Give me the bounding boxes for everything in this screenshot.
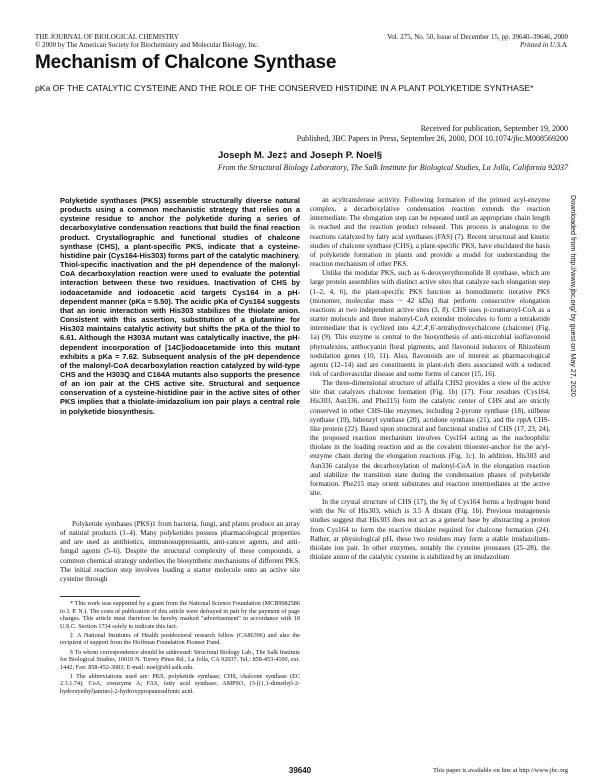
authors: Joseph M. Jez‡ and Joseph P. Noel§ bbox=[217, 150, 383, 161]
journal-name: THE JOURNAL OF BIOLOGICAL CHEMISTRY bbox=[35, 33, 179, 41]
body-paragraph: an acyltransferase activity. Following formation of the primed acyl-enzyme complex, a decarboxylative condensation reaction extends the reaction intermediate. The elongation step can be repeated until an appropriate chain length is reached and the reaction product released. This process is analogous to the reactions catalyzed by fatty acid synthases (FAS) (7). Recent structural and kinetic studies of chalcone synthase (CHS), a plant-specific PKS, have elucidated the basis of polyketide formation in plants and provide a model for understanding the reaction mechanism of other PKS. bbox=[310, 196, 550, 269]
abstract: Polyketide synthases (PKS) assemble structurally diverse natural products using a common mechanistic strategy that relies on a cysteine residue to anchor the polyketide during a series of decarboxylative condensation reactions that build the final reaction product. Crystallographic and functional studies of chalcone synthase (CHS), a plant-specific PKS, indicate that a cysteine-histidine pair (Cys164-His303) forms part of the catalytic machinery. Thiol-specific inactivation and the pH dependence of the malonyl-CoA decarboxylation reaction were used to evaluate the potential interaction between these two residues. Inactivation of CHS by iodoacetamide and iodoacetic acid targets Cys164 in a pH-dependent manner (pKa = 5.50). The acidic pKa of Cys164 suggests that an ionic interaction with His303 stabilizes the thiolate anion. Consistent with this assertion, substitution of a glutamine for His303 maintains catalytic activity but shifts the pKa of the thiol to 6.61. Although the H303A mutant was catalytically inactive, the pH-dependent incorporation of [14C]iodoacetamide into this mutant exhibits a pKa = 7.62. Subsequent analysis of the pH dependence of the malonyl-CoA decarboxylation reaction catalyzed by wild-type CHS and the H303Q and C164A mutants also supports the presence of an ion pair at the CHS active site. Structural and sequence conservation of a cysteine-histidine pair in the active sites of other PKS implies that a thiolate-imidazolium ion pair plays a central role in polyketide biosynthesis. bbox=[60, 196, 300, 416]
volume-line: Vol. 275, No. 50, Issue of December 15, pp. 39640–39646, 2000 bbox=[387, 33, 568, 41]
body-left-column bbox=[60, 520, 300, 584]
article-title: Mechanism of Chalcone Synthase bbox=[35, 52, 337, 73]
received-date: Received for publication, September 19, 2000 bbox=[420, 124, 568, 133]
printed-line: Printed in U.S.A. bbox=[519, 41, 568, 49]
footnote-divider bbox=[60, 596, 140, 597]
download-side-note-text[interactable]: Downloaded from http://www.jbc.org/ by guest on May 27, 2020 bbox=[569, 195, 578, 397]
publication-dates bbox=[297, 124, 568, 144]
online-availability-note: This paper is available on line at http://www.jbc.org bbox=[432, 767, 568, 774]
body-paragraph: In the crystal structure of CHS (17), the Sγ of Cys164 forms a hydrogen bond with the Nε of His303, which is 3.5 Å distant (Fig. 1b). Previous mutagenesis studies suggest that His303 does not act as a general base by abstracting a proton from Cys164 to form the reactive thiolate required for chalcone formation (24). Rather, at physiological pH, these two residues may form a stable imidazolium-thiolate ion pair. In other enzymes, notably the cysteine proteases (25–28), the thiolate anion of the catalytic cysteine is stabilized by an imidazolium bbox=[310, 498, 550, 562]
body-right-column bbox=[310, 196, 550, 562]
download-side-note bbox=[566, 195, 578, 615]
affiliation: From the Structural Biology Laboratory, The Salk Institute for Biological Studies, La Jolla, California 92037 bbox=[217, 163, 568, 172]
body-paragraph: The three-dimensional structure of alfalfa CHS2 provides a view of the active site that catalyzes chalcone formation (Fig. 1b) (17). Four residues (Cys164, His303, Asn336, and Phe215) form the catalytic center of CHS and are strictly conserved in other CHS-like enzymes, including 2-pyrone synthase (18), stilbene synthase (19), bibenzyl synthase (20), acridone synthase (21), and the rppA CHS-like protein (22). Based upon structural and functional studies of CHS (17, 23, 24), the proposed reaction mechanism involves Cys164 acting as the nucleophilic thiolate in the loading reaction and as the covalent thioester-anchor for the acyl-enzyme chain during the elongation reactions (Fig. 1c). In addition, His303 and Asn336 catalyze the decarboxylation of malonyl-CoA in the elongation reaction and stabilize the transition state during the condensation phases of polyketide formation. Phe215 may orient substrates and reaction intermediates at the active site. bbox=[310, 379, 550, 497]
article-subtitle: pKa OF THE CATALYTIC CYSTEINE AND THE ROLE OF THE CONSERVED HISTIDINE IN A PLANT POLYKETIDE SYNTHASE* bbox=[35, 83, 534, 93]
footnote-fellowship: ‡ A National Institutes of Health postdoctoral research fellow (CA86396) and also the recipient of support from the Hoffman Foundation Pioneer Fund. bbox=[60, 631, 300, 647]
body-paragraph: Polyketide synthases (PKS)1 from bacteria, fungi, and plants produce an array of natural products (1–4). Many polyketides possess pharmacological properties and are used as antibiotics, immunosuppressants, anti-cancer agents, and anti-fungal agents (5–6). Despite the structural complexity of these compounds, a common chemical strategy underlies the biosynthetic mechanisms of different PKS. The initial reaction step involves loading a starter molecule onto an active site cysteine through bbox=[60, 520, 300, 583]
footnote-abbreviations: 1 The abbreviations used are: PKS, polyketide synthase; CHS, chalcone synthase (EC 2.3.1.74); CoA, coenzyme A; FAS, fatty acid synthase; AMPSO, (3-[(1,1-dimethyl-2-hydroxyethyl)amino]-2-hydroxypropanesulfonic acid. bbox=[60, 672, 300, 696]
footnote-funding: * This work was supported by a grant from the National Science Foundation (MCB9982586 to J. P. N.). The costs of publication of this article were defrayed in part by the payment of page charges. This article must therefore be hereby marked "advertisement" in accordance with 18 U.S.C. Section 1734 solely to indicate this fact. bbox=[60, 600, 300, 630]
footnote-correspondence: § To whom correspondence should be addressed: Structural Biology Lab., The Salk Institute for Biological Studies, 10010 N. Torrey Pines Rd., La Jolla, CA 92037. Tel.: 858-453-4100, ext. 1442; Fax: 858-452-3683; E-mail: noel@sbl.salk.edu. bbox=[60, 648, 300, 671]
published-date: Published, JBC Papers in Press, September 26, 2000, DOI 10.1074/jbc.M008569200 bbox=[296, 134, 568, 143]
footnotes bbox=[60, 600, 300, 697]
page-number: 39640 bbox=[288, 766, 312, 775]
body-paragraph: Unlike the modular PKS, such as 6-deoxyerythronolide B synthase, which are large protein assemblies with distinct active sites that catalyze each elongation step (1–2, 4, 6), the plant-specific PKS function as homodimeric iterative PKS (monomer, molecular mass ~ 42 kDa) that perform consecutive elongation reactions at two independent active sites (3, 8). CHS uses p-coumaroyl-CoA as a starter molecule and three malonyl-CoA extender molecules to form a tetraketide intermediate that is cyclized into 4,2′,4′,6′-tetrahydroxychalcone (chalcone) (Fig. 1a) (9). This enzyme is central to the biosynthesis of anti-microbial isoflavonoid phytoalexins, anthocyanin floral pigments, and flavonoid inducers of Rhizobium nodulation genes (10, 11). Also, flavonoids are of interest as pharmacological agents (12–14) and are constituents in plant-rich diets associated with a reduced risk of cardiovascular disease and some forms of cancer (15, 16). bbox=[310, 269, 550, 378]
copyright-line: © 2000 by The American Society for Biochemistry and Molecular Biology, Inc. bbox=[35, 41, 259, 49]
